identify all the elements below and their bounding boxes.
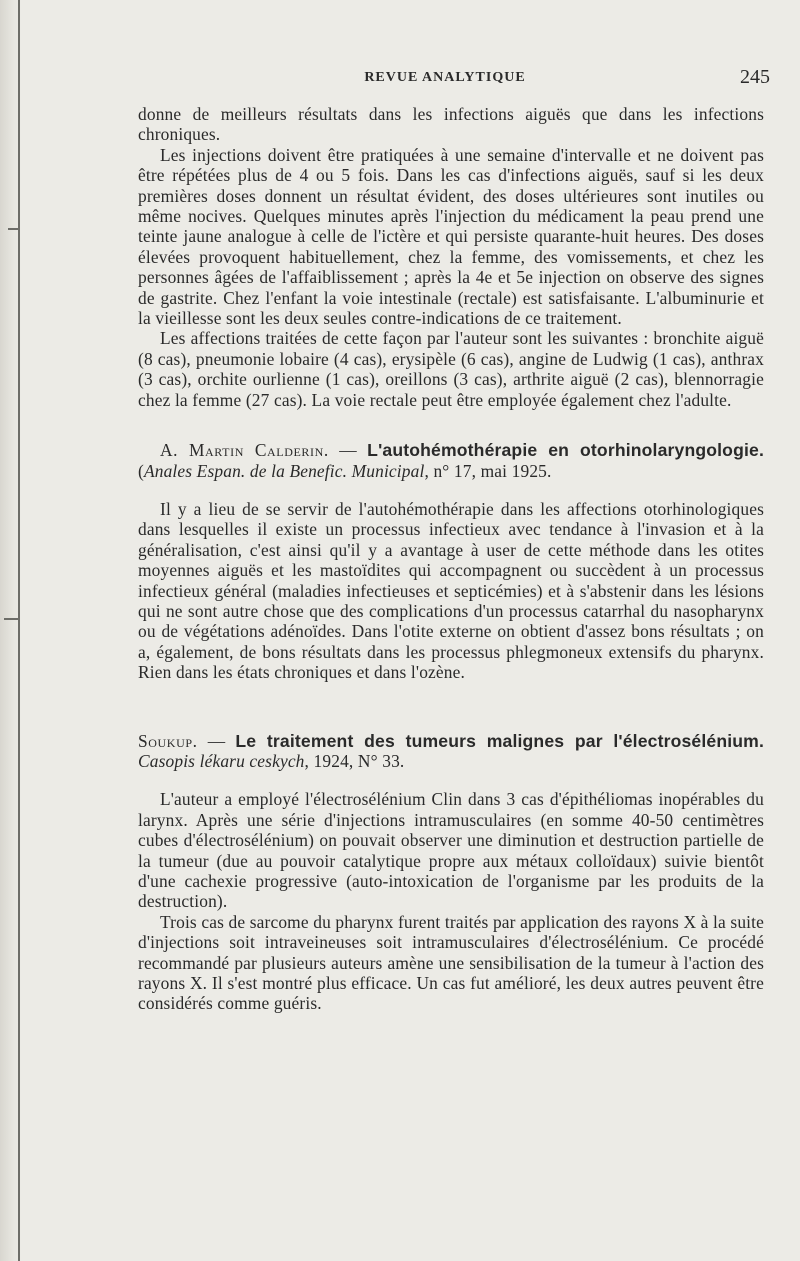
article-title: Le traitement des tumeurs malignes par l'électrosélénium. — [235, 730, 764, 751]
paragraph: Les affections traitées de cette façon par l'auteur sont les suivantes : bronchite aiguë (8 cas), pneumonie lobaire (4 cas), erysipèle (6 cas), angine de Ludwig (1 cas), anthrax (3 cas), orchite ourlienne (1 cas), oreillons (3 cas), arthrite aiguë (2 cas), blennorragie chez la femme (27 cas). La voie rectale peut être employée également chez l'adulte. — [138, 328, 764, 410]
article-author: A. Martin Calderin. — [160, 440, 329, 461]
source-details: , n° 17, mai 1925. — [424, 460, 552, 481]
article-source: Casopis lékaru ceskych — [138, 750, 305, 771]
article-heading — [138, 440, 764, 481]
article-author: Soukup. — [138, 730, 198, 751]
article-heading — [138, 731, 764, 772]
paragraph: L'auteur a employé l'électrosélénium Clin dans 3 cas d'épithéliomas inopérables du larynx. Après une série d'injections intramusculaires (en somme 40-50 centimètres cubes d'électrosélénium) on pouvait observer une diminution et destruction partielle de la tumeur (due au pouvoir catalytique propre aux métaux colloïdaux) suivie bientôt d'une cachexie progressive (auto-intoxication de l'organisme par les produits de la destruction). — [138, 789, 764, 912]
paragraph: Les injections doivent être pratiquées à une semaine d'intervalle et ne doivent pas être répétées plus de 4 ou 5 fois. Dans les cas d'infections aiguës, sauf si les deux premières doses donnent un résultat évident, des doses ultérieures sont inutiles ou même nocives. Quelques minutes après l'injection du médicament la peau prend une teinte jaune analogue à celle de l'ictère et qui persiste quarante-huit heures. Des doses élevées provoquent habituellement, chez la femme, des vomissements, et chez les personnes âgées de l'affaiblissement ; après la 4e et 5e injection on observe des signes de gastrite. Chez l'enfant la voie intestinale (rectale) est satisfaisante. L'albuminurie et la vieillesse sont les deux seules contre-indications de ce traitement. — [138, 144, 764, 329]
paragraph: Trois cas de sarcome du pharynx furent traités par application des rayons X à la suite d'injections soit intraveineuses soit intramusculaires d'électrosélénium. Ce procédé recommandé par plusieurs auteurs amène une sensibilisation de la tumeur à l'action des rayons X. Il s'est montré plus efficace. Un cas fut amélioré, les deux autres peuvent être considérés comme guéris. — [138, 911, 764, 1014]
page-content — [138, 104, 764, 1014]
article-source: Anales Espan. de la Benefic. Municipal — [143, 460, 425, 481]
page-number: 245 — [740, 66, 770, 88]
page-header — [120, 66, 770, 96]
binding-tick-top — [8, 228, 20, 230]
source-details: , 1924, N° 33. — [304, 750, 405, 771]
binding-tick-bottom — [4, 618, 20, 620]
article-title: L'autohémothérapie en otorhinolaryngologie. — [367, 440, 764, 461]
heading-dash: — — [197, 730, 236, 751]
binding-line — [18, 0, 20, 1261]
heading-dash: — — [328, 440, 368, 461]
running-title: REVUE ANALYTIQUE — [364, 70, 526, 85]
paragraph: Il y a lieu de se servir de l'autohémothérapie dans les affections otorhinologiques dans lesquelles il existe un processus infectieux avec tendance à l'invasion et à la généralisation, c'est ainsi qu'il y a avantage à user de cette méthode dans les otites moyennes aiguës et les mastoïdites qui accompagnent ou succèdent à un processus infectieux général (maladies infectieuses et septicémies) et à s'abstenir dans les lésions qui ne sont autre chose que des complications d'un processus catarrhal du nasopharynx ou de végétations adénoïdes. Dans l'otite externe on obtient d'assez bons résultats ; on a, également, de bons résultats dans les processus phlegmoneux extensifs du pharynx. Rien dans les états chroniques et dans l'ozène. — [138, 498, 764, 683]
source-open: ( — [138, 460, 144, 481]
paragraph: donne de meilleurs résultats dans les infections aiguës que dans les infections chroniques. — [138, 104, 764, 145]
